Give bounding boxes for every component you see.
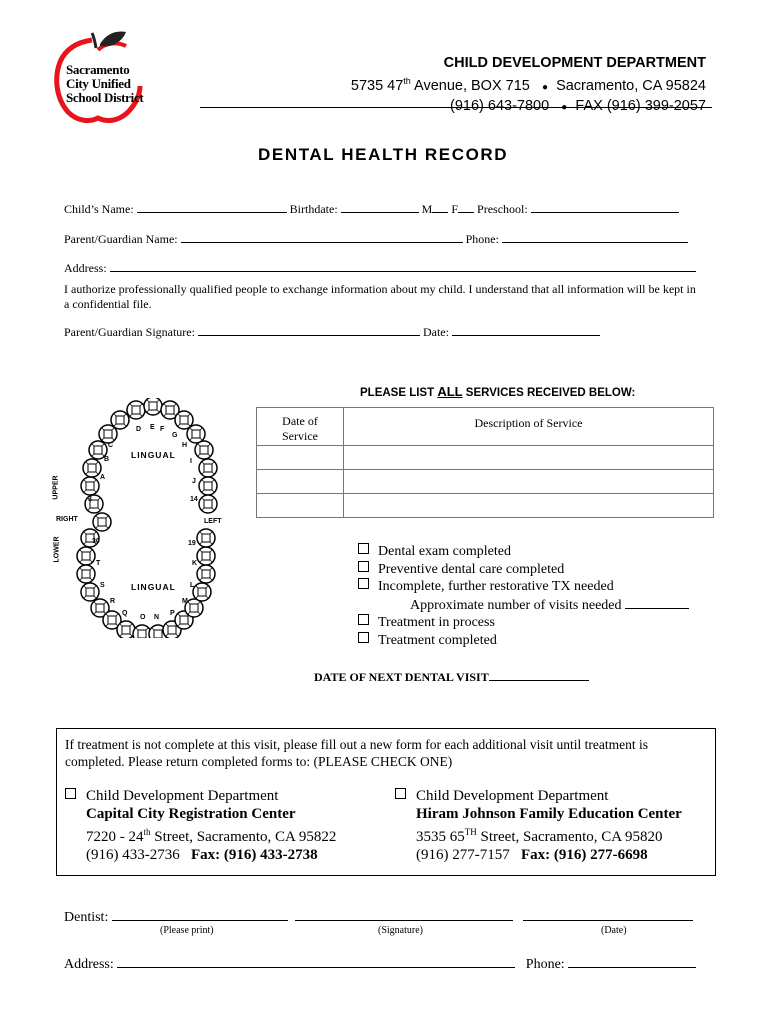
address-field[interactable] bbox=[110, 259, 696, 272]
checklist-item[interactable] bbox=[358, 632, 689, 650]
tooth-number-19: 19 bbox=[188, 540, 196, 547]
services-heading-pre: PLEASE LIST bbox=[360, 387, 438, 399]
signature-field[interactable] bbox=[198, 323, 420, 336]
table-header-row bbox=[257, 408, 714, 446]
tooth-letter: P bbox=[170, 610, 175, 617]
signature-label: Parent/Guardian Signature: bbox=[64, 325, 195, 339]
checklist-label: Incomplete, further restorative TX needed bbox=[378, 579, 614, 594]
address-suffix: TH bbox=[464, 827, 477, 837]
return-instructions-box bbox=[56, 728, 716, 876]
dentist-address-label: Address: bbox=[64, 957, 114, 972]
checkbox[interactable] bbox=[358, 578, 369, 589]
capital-city-option[interactable] bbox=[65, 787, 336, 864]
services-heading-post: SERVICES RECEIVED BELOW: bbox=[462, 387, 636, 399]
department-phone: (916) 643-7800 bbox=[450, 97, 550, 114]
logo-line-2: City Unified bbox=[66, 76, 131, 91]
childs-name-field[interactable] bbox=[137, 200, 287, 213]
department-name: CHILD DEVELOPMENT DEPARTMENT bbox=[443, 55, 706, 71]
checkbox[interactable] bbox=[358, 614, 369, 625]
dentist-name-field[interactable] bbox=[112, 908, 288, 921]
tooth-letter: G bbox=[172, 432, 178, 439]
tooth-number-3: 3 bbox=[88, 496, 92, 503]
tooth-chart-labels bbox=[52, 398, 236, 638]
tooth-letter: O bbox=[140, 614, 146, 621]
department-address bbox=[300, 72, 706, 97]
tooth-letter: T bbox=[96, 560, 101, 567]
dentist-address-row bbox=[64, 955, 696, 973]
option-dept: Child Development Department bbox=[86, 788, 279, 804]
visits-needed-label: Approximate number of visits needed bbox=[410, 597, 622, 613]
checklist-label: Preventive dental care completed bbox=[378, 561, 565, 577]
checkbox[interactable] bbox=[358, 632, 369, 643]
tooth-letter: L bbox=[190, 582, 195, 589]
female-label: F bbox=[451, 202, 459, 216]
dentist-date-field[interactable] bbox=[523, 908, 693, 921]
tooth-letter: C bbox=[108, 442, 114, 449]
checkbox[interactable] bbox=[358, 543, 369, 554]
tooth-letter: J bbox=[192, 478, 196, 485]
table-row bbox=[257, 446, 714, 470]
table-row bbox=[257, 470, 714, 494]
header-rule bbox=[200, 107, 712, 108]
option-phone: (916) 433-2736 bbox=[86, 847, 180, 863]
checkbox[interactable] bbox=[358, 561, 369, 572]
date-of-service-line1: Date of bbox=[282, 414, 318, 428]
checklist-label: Treatment in process bbox=[378, 615, 495, 630]
tooth-letter: B bbox=[104, 456, 110, 463]
option-center: Hiram Johnson Family Education Center bbox=[416, 806, 682, 822]
tooth-letter: F bbox=[160, 426, 165, 433]
parent-name-label: Parent/Guardian Name: bbox=[64, 232, 178, 246]
description-cell[interactable] bbox=[344, 446, 714, 470]
date-cell[interactable] bbox=[257, 470, 344, 494]
dentist-address-field[interactable] bbox=[117, 955, 515, 968]
dentist-row bbox=[64, 908, 693, 926]
phone-field[interactable] bbox=[502, 230, 688, 243]
page-title: DENTAL HEALTH RECORD bbox=[258, 145, 509, 164]
tooth-letter: R bbox=[110, 598, 116, 605]
address-city: Sacramento, CA 95824 bbox=[556, 77, 706, 94]
bullet-icon: ● bbox=[561, 101, 568, 113]
lingual-top-label: LINGUAL bbox=[131, 450, 176, 460]
option-phone: (916) 277-7157 bbox=[416, 847, 510, 863]
phone-label: Phone: bbox=[465, 232, 499, 246]
return-instructions: If treatment is not complete at this visit, please fill out a new form for each additional visit until treatment is completed. Please return completed forms to: (PLEASE CHECK ONE) bbox=[65, 737, 648, 769]
parent-name-field[interactable] bbox=[181, 230, 463, 243]
preschool-field[interactable] bbox=[531, 200, 679, 213]
child-info-row bbox=[64, 200, 679, 217]
description-cell[interactable] bbox=[344, 494, 714, 518]
hiram-johnson-option[interactable] bbox=[395, 787, 682, 864]
service-checklist bbox=[358, 543, 689, 649]
male-field[interactable] bbox=[432, 200, 448, 213]
checklist-item[interactable] bbox=[358, 543, 689, 561]
signature-row bbox=[64, 323, 600, 340]
checkbox[interactable] bbox=[395, 788, 406, 799]
services-heading bbox=[360, 384, 635, 399]
female-field[interactable] bbox=[458, 200, 474, 213]
birthdate-label: Birthdate: bbox=[289, 202, 338, 216]
table-row bbox=[257, 494, 714, 518]
tooth-letter: M bbox=[182, 598, 188, 605]
childs-name-label: Child’s Name: bbox=[64, 202, 134, 216]
date-label: Date: bbox=[422, 325, 449, 339]
option-fax: Fax: (916) 433-2738 bbox=[191, 847, 318, 863]
address-number: 7220 - 24 bbox=[86, 829, 144, 845]
option-address bbox=[395, 823, 682, 846]
bullet-icon: ● bbox=[541, 81, 548, 93]
logo-text bbox=[66, 63, 143, 105]
please-print-caption: (Please print) bbox=[160, 925, 214, 936]
department-fax: FAX (916) 399-2057 bbox=[575, 97, 706, 114]
next-visit-row bbox=[314, 670, 589, 685]
tooth-letter: Q bbox=[122, 610, 128, 617]
address-suffix: th bbox=[403, 76, 411, 86]
upper-label: UPPER bbox=[52, 475, 60, 500]
lower-label: LOWER bbox=[53, 536, 61, 563]
visits-needed-field[interactable] bbox=[625, 596, 689, 609]
dentist-label: Dentist: bbox=[64, 910, 109, 925]
tooth-letter: E bbox=[150, 424, 155, 431]
checklist-item[interactable] bbox=[358, 614, 689, 632]
date-of-service-line2: Service bbox=[282, 429, 318, 443]
date-of-service-header bbox=[257, 408, 344, 446]
address-row bbox=[64, 259, 696, 276]
checklist-label: Treatment completed bbox=[378, 632, 497, 648]
signature-caption: (Signature) bbox=[378, 925, 423, 936]
checkbox[interactable] bbox=[65, 788, 76, 799]
address-label: Address: bbox=[64, 261, 107, 275]
logo-line-1: Sacramento bbox=[66, 62, 130, 77]
parent-info-row bbox=[64, 230, 688, 247]
tooth-number-14: 14 bbox=[190, 496, 198, 503]
address-box: Avenue, BOX 715 bbox=[410, 77, 530, 94]
authorization-text: I authorize professionally qualified people to exchange information about my child. I understand that all information will be kept in a confidential file. bbox=[64, 282, 696, 311]
tooth-letter: N bbox=[154, 614, 160, 621]
address-number: 3535 65 bbox=[416, 829, 465, 845]
tooth-letter: S bbox=[100, 582, 105, 589]
lingual-bottom-label: LINGUAL bbox=[131, 582, 176, 592]
preschool-label: Preschool: bbox=[477, 202, 528, 216]
description-cell[interactable] bbox=[344, 470, 714, 494]
date-cell[interactable] bbox=[257, 446, 344, 470]
option-fax: Fax: (916) 277-6698 bbox=[521, 847, 648, 863]
next-visit-label: DATE OF NEXT DENTAL VISIT bbox=[314, 670, 489, 684]
visits-needed-row bbox=[358, 596, 689, 615]
tooth-letter: I bbox=[190, 458, 192, 465]
dentist-phone-label: Phone: bbox=[525, 957, 565, 972]
birthdate-field[interactable] bbox=[341, 200, 419, 213]
option-center: Capital City Registration Center bbox=[86, 806, 296, 822]
checklist-item[interactable] bbox=[358, 578, 689, 596]
option-contact bbox=[395, 846, 682, 864]
tooth-letter: K bbox=[192, 560, 198, 567]
checklist-item[interactable] bbox=[358, 561, 689, 579]
right-label: RIGHT bbox=[56, 516, 78, 523]
logo-line-3: School District bbox=[66, 90, 144, 105]
dentist-signature-field[interactable] bbox=[295, 908, 513, 921]
tooth-letter: H bbox=[182, 442, 188, 449]
next-visit-field[interactable] bbox=[489, 670, 589, 681]
dentist-phone-field[interactable] bbox=[568, 955, 696, 968]
tooth-letter: D bbox=[136, 426, 142, 433]
services-heading-all: ALL bbox=[437, 384, 463, 399]
date-cell[interactable] bbox=[257, 494, 344, 518]
address-street: 5735 47 bbox=[350, 77, 404, 94]
checklist-label: Dental exam completed bbox=[378, 544, 511, 559]
address-street: Street, Sacramento, CA 95820 bbox=[476, 829, 663, 845]
male-label: M bbox=[421, 202, 433, 216]
left-label: LEFT bbox=[204, 518, 222, 525]
address-suffix: th bbox=[143, 827, 151, 837]
option-contact bbox=[65, 846, 336, 864]
date-field[interactable] bbox=[452, 323, 600, 336]
tooth-letter: A bbox=[100, 474, 106, 481]
description-header: Description of Service bbox=[344, 408, 714, 446]
tooth-number-30: 30 bbox=[92, 538, 100, 545]
option-dept: Child Development Department bbox=[416, 788, 609, 804]
date-caption: (Date) bbox=[601, 925, 627, 936]
services-table bbox=[256, 407, 714, 518]
address-street: Street, Sacramento, CA 95822 bbox=[150, 829, 337, 845]
option-address bbox=[65, 823, 336, 846]
